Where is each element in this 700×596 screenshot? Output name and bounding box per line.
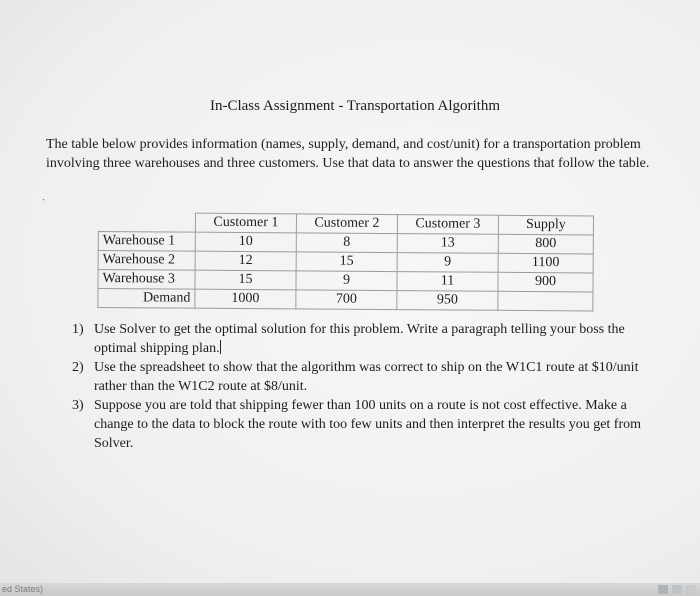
cost-cell: 11 [397,272,498,292]
table-corner-cell [98,213,195,233]
text-cursor [220,340,221,354]
page-title: In-Class Assignment - Transportation Algorithm [209,98,500,114]
header-supply: Supply [498,215,593,235]
empty-cell [498,291,593,311]
cost-cell: 12 [195,251,296,271]
header-customer-3: Customer 3 [397,215,498,235]
cost-cell: 9 [296,271,397,291]
question-number: 1) [72,322,84,337]
cost-cell: 9 [397,253,498,273]
cost-cell: 15 [296,252,397,272]
row-label: Warehouse 3 [98,270,195,290]
list-item [72,396,657,453]
zoom-icon[interactable] [686,585,696,594]
intro-paragraph: The table below provides information (names, supply, demand, and cost/unit) for a transportation problem involving three warehouses and three customers. Use that data to answer the questions that follow the table. [46,137,650,171]
layout-icon[interactable] [672,585,682,594]
questions-list [72,320,657,453]
row-label: Warehouse 2 [98,251,195,271]
cost-cell: 10 [195,232,296,252]
demand-cell: 950 [397,291,498,311]
row-label: Demand [98,289,195,309]
question-text: Suppose you are told that shipping fewer than 100 units on a route is not cost effective. Make a change to the data to block the route with too few units and then interpret the results you get from Solver. [94,398,642,451]
stray-mark: ˎ [42,190,46,201]
question-number: 2) [72,360,84,375]
taskbar [0,583,700,596]
demand-row [98,289,593,311]
transportation-table [97,212,594,311]
supply-cell: 900 [498,272,593,292]
demand-cell: 1000 [195,289,296,309]
cost-cell: 8 [296,233,397,253]
question-number: 3) [72,398,84,413]
row-label: Warehouse 1 [98,232,195,252]
supply-cell: 1100 [498,253,593,273]
list-item [72,358,657,396]
view-icon[interactable] [658,585,668,594]
cost-cell: 13 [397,234,498,254]
cost-cell: 15 [195,270,296,290]
language-indicator[interactable]: ed States) [2,584,44,594]
question-text: Use Solver to get the optimal solution for this problem. Write a paragraph telling your boss the optimal shipping plan. [94,322,625,356]
question-text: Use the spreadsheet to show that the algorithm was correct to ship on the W1C1 route at $10/unit rather than the W1C2 route at $8/unit. [94,360,639,394]
list-item [72,320,657,358]
header-customer-2: Customer 2 [296,214,397,234]
supply-cell: 800 [498,234,593,254]
demand-cell: 700 [296,290,397,310]
header-customer-1: Customer 1 [195,213,296,233]
